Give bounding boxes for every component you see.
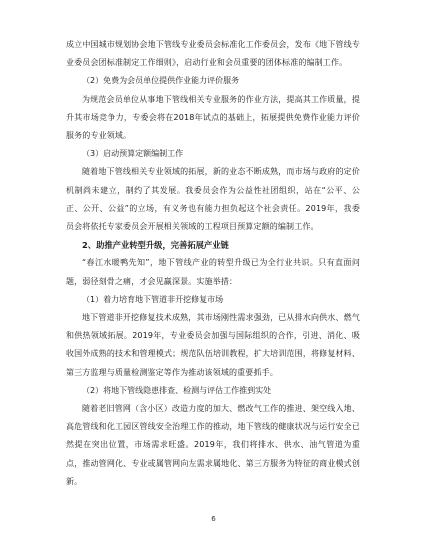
paragraph-industry-consensus: “春江水暖鸭先知”，地下管线产业的转型升级已为全行业共识。只有直面问题，弱径刻骨之痛，才会见赢深景。实施举措： [66,258,360,286]
paragraph-trenchless-repair: 地下管道非开挖修复技术成熟，其市场刚性需求强劲，已从排水向供水、燃气和供热领域拓展。2019年，专业委员会加强与国际组织的合作，引进、消化、吸收国外成熟的技术和管理模式；规范队伍培训教程，扩大培训范围，将修复材料、第三方监理与质量检测鉴定等作为推动该领域的重要抓手。 [66,313,360,377]
section-heading-industry-upgrade: 2、助推产业转型升级，完善拓展产业链 [82,240,229,251]
subheading-budget-quota: （3）启动预算定额编制工作 [82,149,184,159]
paragraph-standardization: 成立中国城市规划协会地下管线专业委员会标准化工作委员会，发布《地下管线专业委员会团标准制定工作细则》，启动行业和会员重要的团体标准的编制工作。 [66,40,360,68]
paragraph-evaluation-service: 为规范会员单位从事地下管线相关专业服务的作业方法，提高其工作质量，提升其市场竞争力，专委会将在2018年试点的基础上，拓展提供免费作业能力评价服务的专业领域。 [66,94,360,141]
page-number: 6 [211,515,216,523]
subheading-trenchless-repair: （1）着力培育地下管道非开挖修复市场 [82,294,224,304]
text-column [66,36,360,491]
subheading-hazard-inspection: （2）将地下管线隐患排查、检测与评估工作推到实处 [82,385,272,395]
subheading-evaluation-service: （2）免费为会员单位提供作业能力评价服务 [82,76,240,86]
paragraph-budget-quota: 随着地下管线相关专业领域的拓展，新的业态不断成熟，而市场与政府的定价机制尚未建立，制约了其发展。我委员会作为公益性社团组织，站在“公平、公正、公开、公益”的立场，有义务也有能力担负起这个社会责任。2019年，我委员会将依托专家委员会开展相关领域的工程项目预算定额的编制工作。 [66,167,360,232]
paragraph-hazard-inspection: 随着老旧管网（含小区）改造力度的加大、燃改气工作的推进、架空线入地、高危管线和化工园区管线安全治理工作的推动，地下管线的健康状况与运行安全已然提在突出位置，市场需求旺盛。2019年，我们将排水、供水、油气管道为重点，推动管网化、专业或属管网向左需求属地化、第三方服务为特征的商业模式创新。 [66,404,360,486]
